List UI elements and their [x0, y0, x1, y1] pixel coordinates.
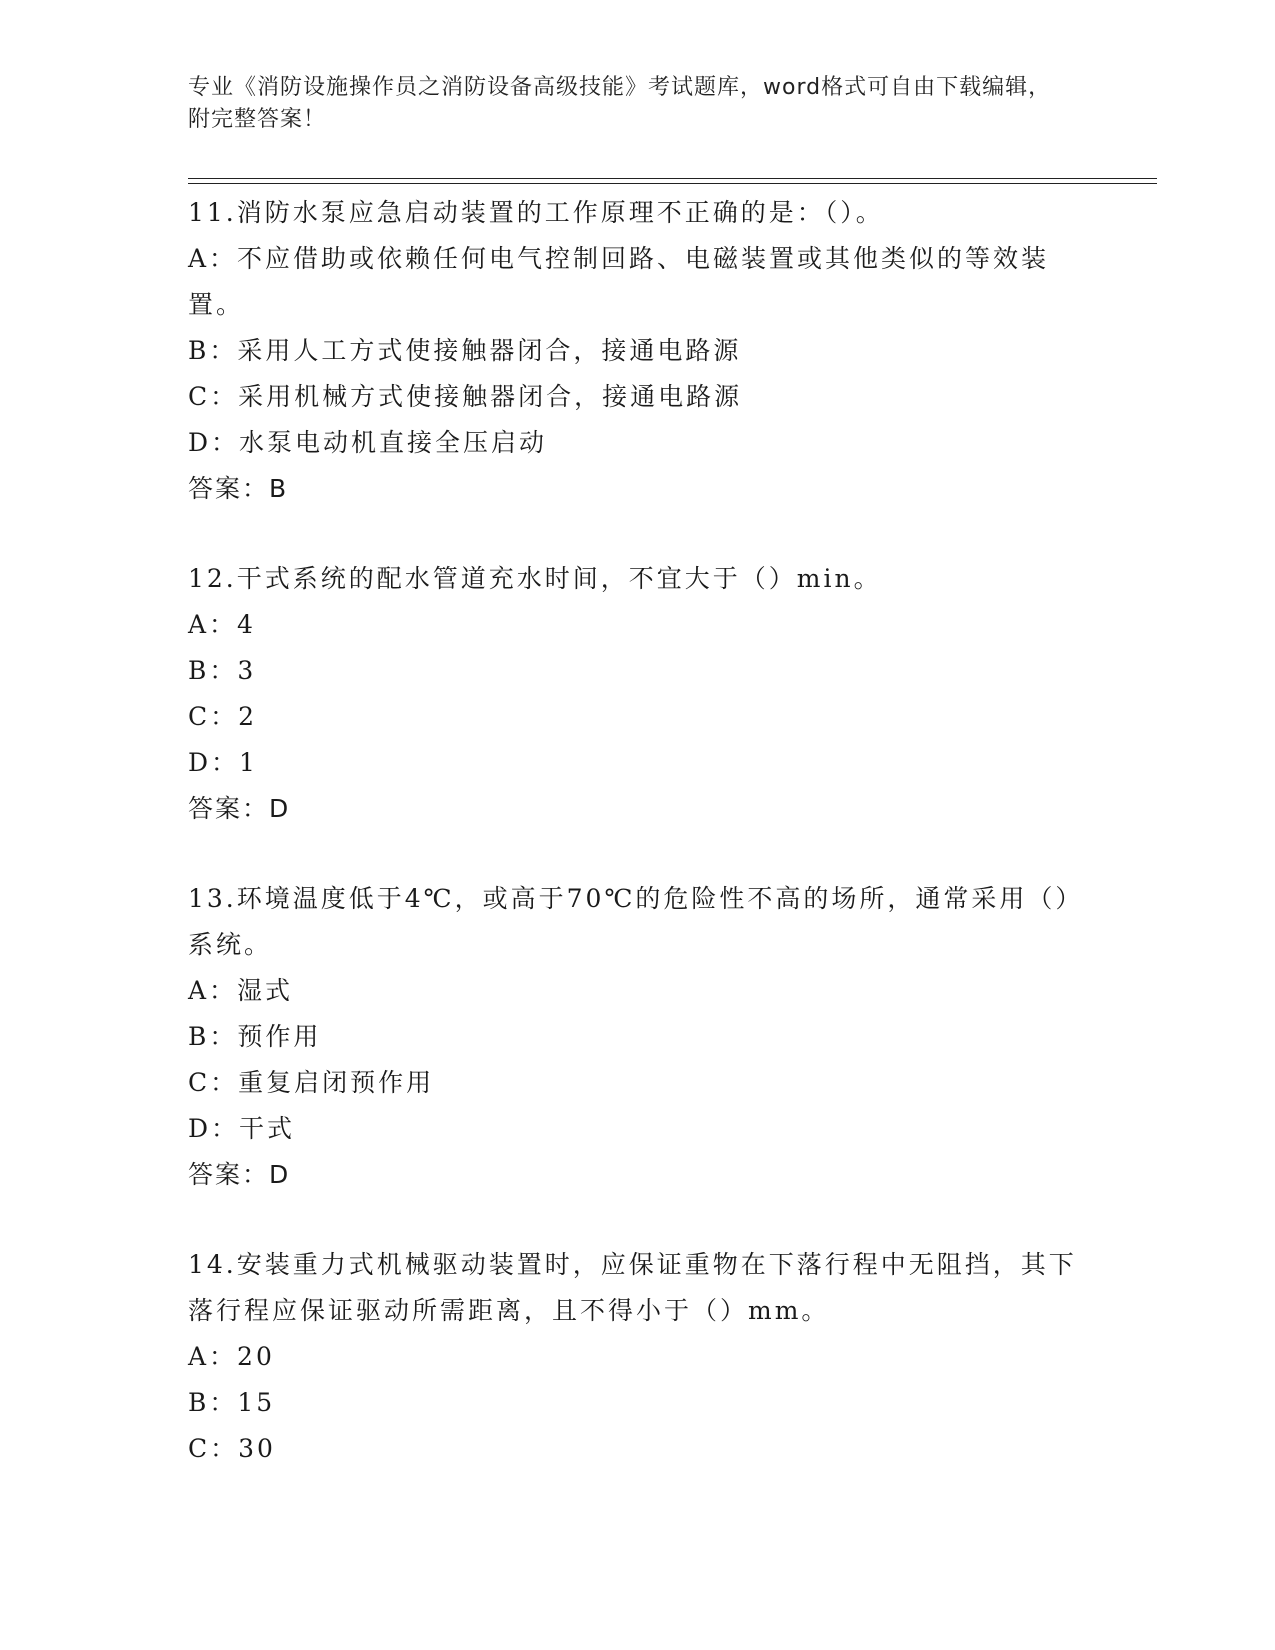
header-rule-top [188, 178, 1157, 179]
question-title: 12.干式系统的配水管道充水时间，不宜大于（）min。 [188, 564, 882, 593]
option-a: A：20 [188, 1342, 275, 1371]
option-d: D：干式 [188, 1114, 296, 1143]
question-title: 11.消防水泵应急启动装置的工作原理不正确的是：（）。 [188, 198, 884, 227]
answer: 答案：D [188, 1160, 291, 1189]
option-b: B：预作用 [188, 1022, 322, 1051]
question-13 [188, 876, 1088, 1198]
question-title: 14.安装重力式机械驱动装置时，应保证重物在下落行程中无阻挡，其下落行程应保证驱动所需距离，且不得小于（）mm。 [188, 1250, 1077, 1325]
option-c: C：2 [188, 702, 258, 731]
option-b: B：采用人工方式使接触器闭合，接通电路源 [188, 336, 742, 365]
question-list [188, 190, 1088, 1516]
option-c: C：采用机械方式使接触器闭合，接通电路源 [188, 382, 743, 411]
option-b: B：15 [188, 1388, 276, 1417]
question-14 [188, 1242, 1088, 1472]
answer: 答案：B [188, 474, 289, 503]
option-d: D：水泵电动机直接全压启动 [188, 428, 548, 457]
option-d: D：1 [188, 748, 258, 777]
option-a: A：4 [188, 610, 256, 639]
answer: 答案：D [188, 794, 291, 823]
header-rule-bottom [188, 183, 1157, 184]
option-a: A：湿式 [188, 976, 294, 1005]
option-c: C：30 [188, 1434, 276, 1463]
option-c: C：重复启闭预作用 [188, 1068, 435, 1097]
option-b: B：3 [188, 656, 257, 685]
option-a: A：不应借助或依赖任何电气控制回路、电磁装置或其他类似的等效装置。 [188, 244, 1050, 319]
question-12 [188, 556, 1088, 832]
question-title: 13.环境温度低于4℃，或高于70℃的危险性不高的场所，通常采用（）系统。 [188, 884, 1084, 959]
document-header: 专业《消防设施操作员之消防设备高级技能》考试题库，word格式可自由下载编辑，附完整答案！ [188, 75, 1052, 132]
question-11 [188, 190, 1088, 512]
